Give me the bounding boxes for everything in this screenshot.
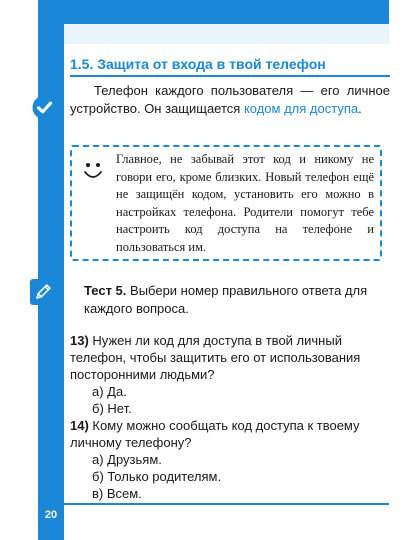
question-text: Нужен ли код для доступа в твой личный телефон, чтобы защитить его от использования посторонними людьми?: [70, 333, 361, 382]
option-item: в) Всем.: [92, 486, 142, 501]
question-14: [70, 417, 388, 451]
check-circle-icon: [32, 95, 57, 120]
option-item: б) Только родителям.: [92, 469, 222, 484]
intro-text: Телефон каждого пользователя — его личное устройство. Он защищается: [70, 83, 390, 116]
left-margin-bar: [38, 0, 64, 540]
option-item: а) Да.: [92, 384, 127, 399]
test-instruction-text: Выбери номер правильного ответа для каждого вопроса.: [84, 283, 368, 316]
title-underline: [70, 75, 390, 77]
intro-end: .: [358, 101, 362, 116]
top-header-bar: [64, 0, 389, 24]
question-13: [70, 332, 388, 383]
note-text: Главное, не забывай этот код и никому не говори его, кроме близких. Новый телефон ещё не защищён кодом, установить его можно в настройках телефона. Родители помогут тебе настроить код доступа на телефоне и пользоваться им.: [116, 152, 374, 254]
pencil-icon: [30, 279, 56, 305]
option-item: б) Нет.: [92, 401, 132, 416]
access-code-term: кодом для доступа: [243, 101, 359, 116]
question-text: Кому можно сообщать код доступа к твоему личному телефону?: [70, 418, 360, 450]
test-label: Тест 5.: [84, 283, 127, 298]
question-13-options: [92, 383, 132, 417]
footer-rule: [64, 503, 389, 505]
question-number: 14): [70, 418, 89, 433]
page-number: 20: [38, 505, 64, 525]
question-14-options: [92, 451, 221, 502]
top-header-band: [64, 24, 389, 44]
smiley-icon: [82, 160, 104, 182]
section-title: 1.5. Защита от входа в твой телефон: [70, 56, 326, 72]
question-number: 13): [70, 333, 89, 348]
test-instruction: [84, 282, 388, 318]
option-item: а) Друзьям.: [92, 452, 162, 467]
intro-paragraph: [70, 82, 390, 118]
